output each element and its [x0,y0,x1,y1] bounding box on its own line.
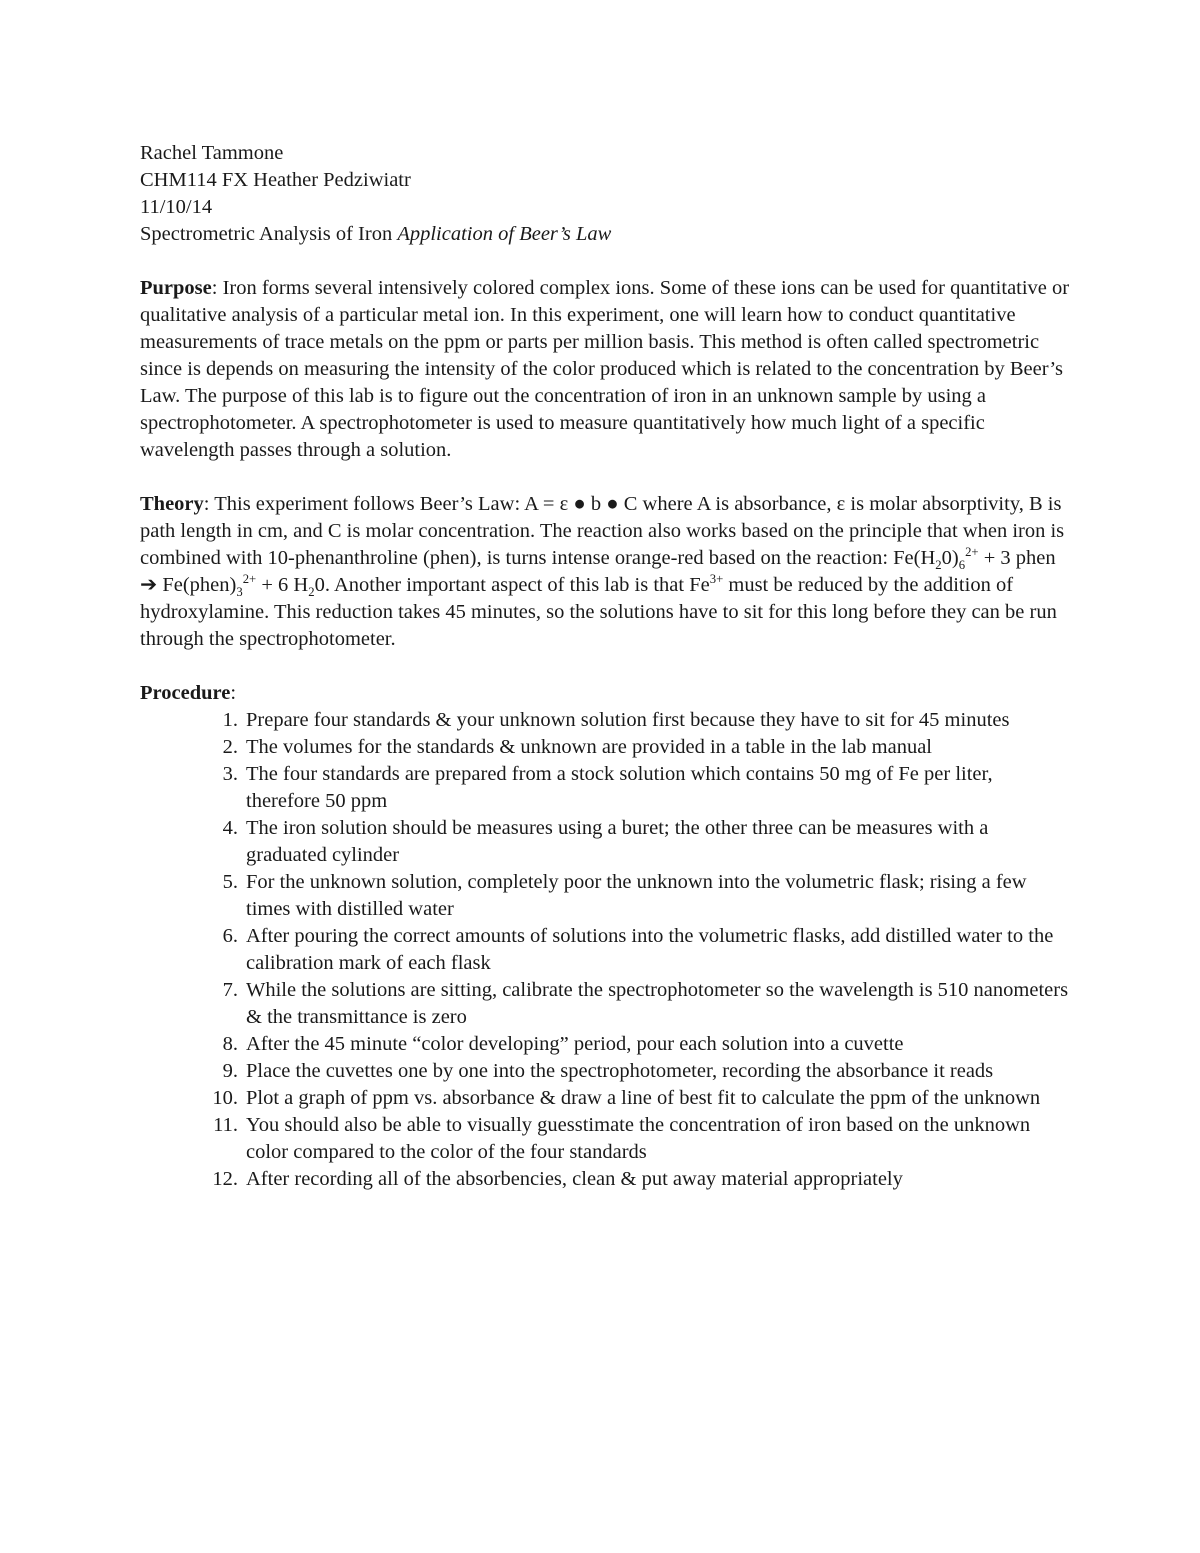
theory-sup-1: 2+ [965,545,979,560]
procedure-step [140,1112,1070,1166]
theory-sub-3: 3 [236,585,243,600]
procedure-heading: Procedure [140,682,231,704]
procedure-step [140,1058,1070,1085]
theory-text-7: must be reduced by the addition of hydroxylamine. This reduction takes 45 minutes, so the solutions have to sit for this long before they can be run through the spectrophotometer. [140,574,1057,650]
procedure-section [140,680,1070,1193]
theory-text-5: + 6 H [256,574,309,596]
step-number: 12. [212,1168,238,1190]
theory-sup-2: 2+ [242,572,257,587]
theory-text-1: : This experiment follows Beer’s Law: A = ε ● b ● C where A is absorbance, ε is molar absorptivity, B is path length in cm, and C is molar concentration. The reaction also works based on the principle that when iron is combined with 10-phenanthroline (phen), is turns intense orange-red based on the reaction: Fe(H [140,493,1065,569]
procedure-step [140,734,1070,761]
purpose-text: : Iron forms several intensively colored complex ions. Some of these ions can be used for quantitative or qualitative analysis of a particular metal ion. In this experiment, one will learn how to conduct quantitative measurements of trace metals on the ppm or parts per million basis. This method is often called spectrometric since is depends on measuring the intensity of the color produced which is related to the concentration by Beer’s Law. The purpose of this lab is to figure out the concentration of iron in an unknown sample by using a spectrophotometer. A spectrophotometer is used to measure quantitatively how much light of a specific wavelength passes through a solution. [140,277,1070,461]
step-number: 8. [222,1033,238,1055]
procedure-step [140,869,1070,923]
document-body [140,140,1070,1193]
step-text: For the unknown solution, completely poor the unknown into the volumetric flask; rising a few times with distilled water [246,871,1027,920]
procedure-colon: : [230,682,237,704]
step-text: You should also be able to visually guesstimate the concentration of iron based on the unknown color compared to the color of the four standards [246,1114,1031,1163]
date-line: 11/10/14 [140,196,213,218]
title-italic: Application of Beer’s Law [397,223,612,245]
step-number: 7. [222,979,238,1001]
procedure-step [140,761,1070,815]
course-line: CHM114 FX Heather Pedziwiatr [140,169,411,191]
theory-sup-3: 3+ [709,572,724,587]
step-number: 11. [213,1114,238,1136]
procedure-step [140,923,1070,977]
step-number: 2. [222,736,238,758]
step-number: 10. [212,1087,238,1109]
title-plain: Spectrometric Analysis of Iron [140,223,393,245]
theory-sub-2: 6 [958,558,966,573]
step-text: The four standards are prepared from a stock solution which contains 50 mg of Fe per liter, therefore 50 ppm [246,763,993,812]
step-text: The volumes for the standards & unknown are provided in a table in the lab manual [246,736,932,758]
step-number: 1. [222,709,238,731]
step-text: Place the cuvettes one by one into the spectrophotometer, recording the absorbance it reads [246,1060,994,1082]
step-text: After recording all of the absorbencies, clean & put away material appropriately [246,1168,903,1190]
step-number: 3. [222,763,238,785]
step-text: After the 45 minute “color developing” period, pour each solution into a cuvette [246,1033,904,1055]
document-title [140,221,1070,248]
theory-section [140,491,1070,653]
purpose-section [140,275,1070,464]
reaction-arrow-icon: ➔ [140,574,158,596]
theory-text-3: + 3 phen [978,547,1056,569]
step-text: The iron solution should be measures using a buret; the other three can be measures with a graduated cylinder [246,817,989,866]
theory-text-2: 0) [941,547,959,569]
theory-sub-1: 2 [935,558,942,573]
procedure-heading-line [140,680,1070,707]
step-text: While the solutions are sitting, calibrate the spectrophotometer so the wavelength is 510 nanometers & the transmittance is zero [246,979,1069,1028]
procedure-step [140,815,1070,869]
procedure-list [140,707,1070,1193]
procedure-step [140,707,1070,734]
author-name: Rachel Tammone [140,142,284,164]
purpose-heading: Purpose [140,277,212,299]
step-text: After pouring the correct amounts of solutions into the volumetric flasks, add distilled water to the calibration mark of each flask [246,925,1054,974]
theory-text-6: 0. Another important aspect of this lab is that Fe [314,574,710,596]
step-text: Plot a graph of ppm vs. absorbance & draw a line of best fit to calculate the ppm of the unknown [246,1087,1041,1109]
step-number: 5. [222,871,238,893]
theory-sub-4: 2 [308,585,315,600]
step-text: Prepare four standards & your unknown solution first because they have to sit for 45 minutes [246,709,1010,731]
procedure-step [140,1031,1070,1058]
step-number: 9. [222,1060,238,1082]
procedure-step [140,977,1070,1031]
theory-text-4: Fe(phen) [157,574,237,596]
procedure-step [140,1166,1070,1193]
step-number: 4. [222,817,238,839]
step-number: 6. [222,925,238,947]
procedure-step [140,1085,1070,1112]
theory-heading: Theory [140,493,204,515]
